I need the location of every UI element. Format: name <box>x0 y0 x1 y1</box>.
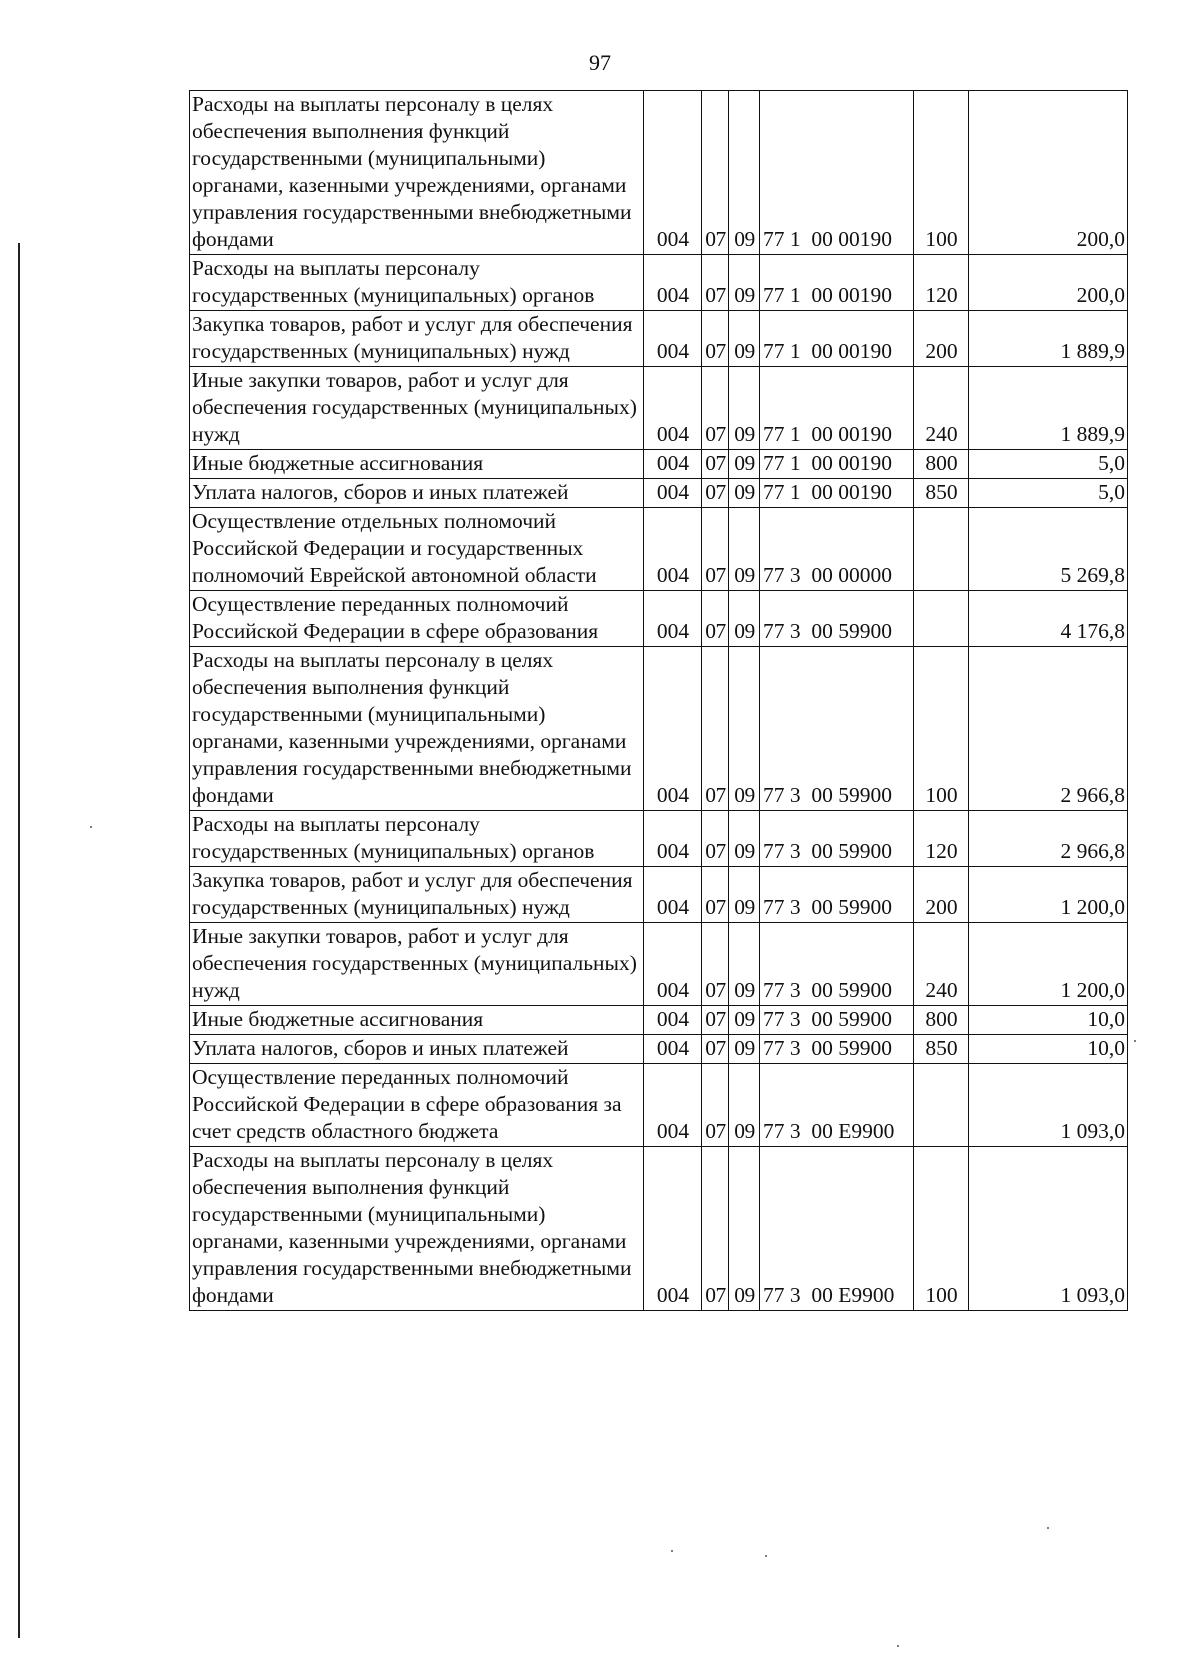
grbs-code-cell: 004 <box>644 311 702 367</box>
section-code-cell: 07 <box>702 450 729 479</box>
expense-name-cell: Уплата налогов, сборов и иных платежей <box>190 479 644 508</box>
section-code-cell: 07 <box>702 255 729 311</box>
amount-cell: 2 966,8 <box>969 647 1128 811</box>
subsection-code-cell: 09 <box>729 1064 760 1147</box>
amount-cell: 5,0 <box>969 450 1128 479</box>
section-code-cell: 07 <box>702 367 729 450</box>
expense-type-code-cell: 100 <box>914 91 969 255</box>
subsection-code-cell: 09 <box>729 591 760 647</box>
target-article-code-cell: 77 3 00 E9900 <box>760 1064 914 1147</box>
subsection-code-cell: 09 <box>729 367 760 450</box>
grbs-code-cell: 004 <box>644 450 702 479</box>
table-row <box>190 811 1128 867</box>
amount-cell: 5 269,8 <box>969 508 1128 591</box>
amount-cell: 1 093,0 <box>969 1147 1128 1311</box>
scan-edge-line <box>18 243 20 1638</box>
expense-name-cell: Иные закупки товаров, работ и услуг для обеспечения государственных (муниципальных) нужд <box>190 367 644 450</box>
target-article-code-cell: 77 3 00 59900 <box>760 811 914 867</box>
amount-cell: 200,0 <box>969 255 1128 311</box>
expense-type-code-cell: 120 <box>914 255 969 311</box>
grbs-code-cell: 004 <box>644 367 702 450</box>
page-number: 97 <box>589 50 611 75</box>
subsection-code-cell: 09 <box>729 311 760 367</box>
expense-name-cell: Осуществление отдельных полномочий Российской Федерации и государственных полномочий Еврейской автономной области <box>190 508 644 591</box>
amount-cell: 10,0 <box>969 1035 1128 1064</box>
expense-type-code-cell: 240 <box>914 367 969 450</box>
budget-table-body <box>190 91 1128 1311</box>
scan-speck <box>90 826 92 828</box>
expense-name-cell: Расходы на выплаты персоналу государственных (муниципальных) органов <box>190 255 644 311</box>
amount-cell: 2 966,8 <box>969 811 1128 867</box>
expense-type-code-cell: 800 <box>914 450 969 479</box>
target-article-code-cell: 77 1 00 00190 <box>760 450 914 479</box>
grbs-code-cell: 004 <box>644 591 702 647</box>
subsection-code-cell: 09 <box>729 811 760 867</box>
table-row <box>190 311 1128 367</box>
table-row <box>190 1064 1128 1147</box>
table-row <box>190 508 1128 591</box>
target-article-code-cell: 77 1 00 00190 <box>760 479 914 508</box>
expense-type-code-cell: 850 <box>914 1035 969 1064</box>
expense-type-code-cell <box>914 508 969 591</box>
target-article-code-cell: 77 3 00 59900 <box>760 867 914 923</box>
section-code-cell: 07 <box>702 1147 729 1311</box>
scan-speck <box>765 1555 767 1557</box>
amount-cell: 4 176,8 <box>969 591 1128 647</box>
amount-cell: 200,0 <box>969 91 1128 255</box>
grbs-code-cell: 004 <box>644 1006 702 1035</box>
section-code-cell: 07 <box>702 591 729 647</box>
expense-type-code-cell: 800 <box>914 1006 969 1035</box>
target-article-code-cell: 77 1 00 00190 <box>760 311 914 367</box>
expense-type-code-cell: 200 <box>914 867 969 923</box>
subsection-code-cell: 09 <box>729 450 760 479</box>
expense-name-cell: Расходы на выплаты персоналу в целях обеспечения выполнения функций государственными (муниципальными) органами, казенными учреждениями, органами управления государственными внебюджетными фондами <box>190 91 644 255</box>
amount-cell: 1 200,0 <box>969 923 1128 1006</box>
budget-table <box>189 90 1128 1311</box>
section-code-cell: 07 <box>702 1006 729 1035</box>
expense-type-code-cell: 200 <box>914 311 969 367</box>
target-article-code-cell: 77 1 00 00190 <box>760 255 914 311</box>
expense-name-cell: Иные бюджетные ассигнования <box>190 450 644 479</box>
target-article-code-cell: 77 3 00 59900 <box>760 647 914 811</box>
expense-name-cell: Уплата налогов, сборов и иных платежей <box>190 1035 644 1064</box>
grbs-code-cell: 004 <box>644 1035 702 1064</box>
amount-cell: 1 093,0 <box>969 1064 1128 1147</box>
section-code-cell: 07 <box>702 91 729 255</box>
amount-cell: 1 889,9 <box>969 367 1128 450</box>
table-row <box>190 647 1128 811</box>
expense-type-code-cell: 100 <box>914 1147 969 1311</box>
target-article-code-cell: 77 3 00 00000 <box>760 508 914 591</box>
subsection-code-cell: 09 <box>729 867 760 923</box>
target-article-code-cell: 77 3 00 59900 <box>760 923 914 1006</box>
subsection-code-cell: 09 <box>729 1035 760 1064</box>
expense-type-code-cell: 120 <box>914 811 969 867</box>
amount-cell: 5,0 <box>969 479 1128 508</box>
scan-speck <box>1134 1040 1136 1042</box>
expense-type-code-cell <box>914 591 969 647</box>
expense-type-code-cell: 100 <box>914 647 969 811</box>
target-article-code-cell: 77 1 00 00190 <box>760 91 914 255</box>
section-code-cell: 07 <box>702 811 729 867</box>
target-article-code-cell: 77 3 00 59900 <box>760 591 914 647</box>
subsection-code-cell: 09 <box>729 91 760 255</box>
grbs-code-cell: 004 <box>644 647 702 811</box>
expense-name-cell: Осуществление переданных полномочий Российской Федерации в сфере образования <box>190 591 644 647</box>
subsection-code-cell: 09 <box>729 479 760 508</box>
table-row <box>190 255 1128 311</box>
amount-cell: 1 889,9 <box>969 311 1128 367</box>
table-row <box>190 367 1128 450</box>
expense-type-code-cell: 240 <box>914 923 969 1006</box>
subsection-code-cell: 09 <box>729 1006 760 1035</box>
section-code-cell: 07 <box>702 1035 729 1064</box>
target-article-code-cell: 77 3 00 59900 <box>760 1035 914 1064</box>
grbs-code-cell: 004 <box>644 91 702 255</box>
grbs-code-cell: 004 <box>644 479 702 508</box>
grbs-code-cell: 004 <box>644 255 702 311</box>
table-row <box>190 91 1128 255</box>
subsection-code-cell: 09 <box>729 508 760 591</box>
subsection-code-cell: 09 <box>729 647 760 811</box>
table-row <box>190 479 1128 508</box>
grbs-code-cell: 004 <box>644 1064 702 1147</box>
scan-speck <box>671 1550 673 1552</box>
amount-cell: 1 200,0 <box>969 867 1128 923</box>
section-code-cell: 07 <box>702 1064 729 1147</box>
section-code-cell: 07 <box>702 508 729 591</box>
subsection-code-cell: 09 <box>729 255 760 311</box>
table-row <box>190 1035 1128 1064</box>
table-row <box>190 450 1128 479</box>
section-code-cell: 07 <box>702 647 729 811</box>
table-row <box>190 591 1128 647</box>
expense-type-code-cell <box>914 1064 969 1147</box>
expense-name-cell: Расходы на выплаты персоналу в целях обеспечения выполнения функций государственными (муниципальными) органами, казенными учреждениями, органами управления государственными внебюджетными фондами <box>190 647 644 811</box>
expense-type-code-cell: 850 <box>914 479 969 508</box>
subsection-code-cell: 09 <box>729 923 760 1006</box>
grbs-code-cell: 004 <box>644 811 702 867</box>
expense-name-cell: Расходы на выплаты персоналу государственных (муниципальных) органов <box>190 811 644 867</box>
table-row <box>190 867 1128 923</box>
table-row <box>190 923 1128 1006</box>
grbs-code-cell: 004 <box>644 923 702 1006</box>
grbs-code-cell: 004 <box>644 508 702 591</box>
section-code-cell: 07 <box>702 923 729 1006</box>
target-article-code-cell: 77 3 00 E9900 <box>760 1147 914 1311</box>
target-article-code-cell: 77 3 00 59900 <box>760 1006 914 1035</box>
expense-name-cell: Закупка товаров, работ и услуг для обеспечения государственных (муниципальных) нужд <box>190 311 644 367</box>
expense-name-cell: Расходы на выплаты персоналу в целях обеспечения выполнения функций государственными (муниципальными) органами, казенными учреждениями, органами управления государственными внебюджетными фондами <box>190 1147 644 1311</box>
scan-speck <box>1047 1527 1049 1529</box>
expense-name-cell: Закупка товаров, работ и услуг для обеспечения государственных (муниципальных) нужд <box>190 867 644 923</box>
section-code-cell: 07 <box>702 311 729 367</box>
expense-name-cell: Иные закупки товаров, работ и услуг для обеспечения государственных (муниципальных) нужд <box>190 923 644 1006</box>
scan-speck <box>897 1645 899 1647</box>
table-row <box>190 1006 1128 1035</box>
table-row <box>190 1147 1128 1311</box>
grbs-code-cell: 004 <box>644 867 702 923</box>
expense-name-cell: Осуществление переданных полномочий Российской Федерации в сфере образования за счет средств областного бюджета <box>190 1064 644 1147</box>
amount-cell: 10,0 <box>969 1006 1128 1035</box>
section-code-cell: 07 <box>702 867 729 923</box>
expense-name-cell: Иные бюджетные ассигнования <box>190 1006 644 1035</box>
target-article-code-cell: 77 1 00 00190 <box>760 367 914 450</box>
subsection-code-cell: 09 <box>729 1147 760 1311</box>
grbs-code-cell: 004 <box>644 1147 702 1311</box>
section-code-cell: 07 <box>702 479 729 508</box>
